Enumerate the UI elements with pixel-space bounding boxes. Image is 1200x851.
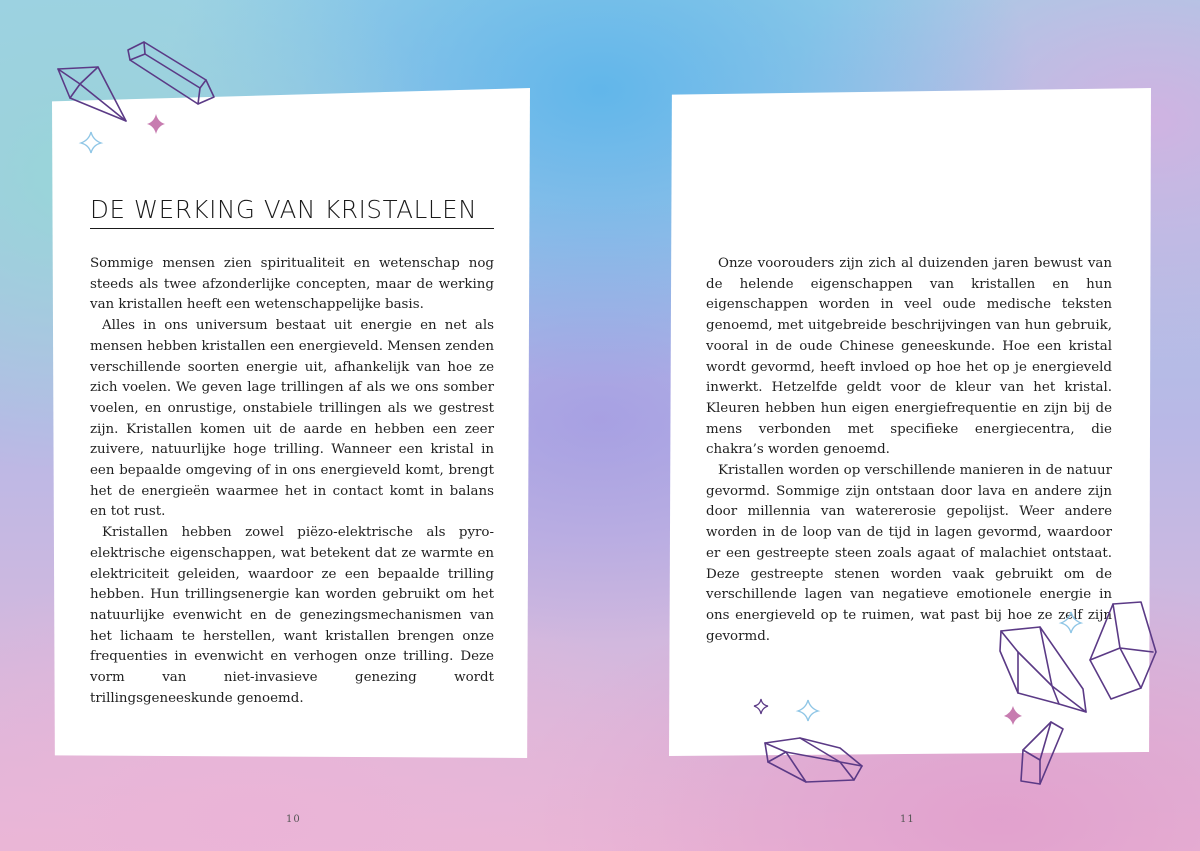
paragraph: Alles in ons universum bestaat uit energie en net als mensen hebben kristallen een energieveld. Mensen zenden verschillende soorten energie uit, afhankelijk van hoe ze zich voelen. We geven lage trillingen af als we ons somber voelen, en onrustige, onstabiele trillingen als we gestrest zijn. Kristallen komen uit de aarde en hebben een zeer zuivere, natuurlijke hoge trilling. Wanneer een kristal in een bepaalde omgeving of in ons energieveld komt, brengt het de energieën waarmee het in contact komt in balans en tot rust. <box>90 318 494 520</box>
crystal-icon <box>128 42 214 104</box>
title-underline <box>90 196 494 229</box>
page-number-right: 11 <box>900 814 915 825</box>
left-body-text <box>90 254 494 709</box>
page-title: DE WERKING VAN KRISTALLEN <box>90 195 478 224</box>
paragraph: Sommige mensen zien spiritualiteit en wetenschap nog steeds als twee afzonderlijke concepten, maar de werking van kristallen heeft een wetenschappelijke basis. <box>90 256 494 313</box>
paragraph: Onze voorouders zijn zich al duizenden jaren bewust van de helende eigenschappen van kristallen en hun eigenschappen worden in veel oude medische teksten genoemd, met uitgebreide beschrijvingen van hun gebruik, vooral in de oude Chinese geneeskunde. Hoe een kristal wordt gevormd, heeft invloed op hoe het op je energieveld inwerkt. Hetzelfde geldt voor de kleur van het kristal. Kleuren hebben hun eigen energiefrequentie en zijn bij de mens verbonden met specifieke energiecentra, die chakra’s worden genoemd. <box>706 256 1112 458</box>
page-number-left: 10 <box>286 814 301 825</box>
right-body-text <box>706 254 1112 647</box>
paragraph: Kristallen worden op verschillende manieren in de natuur gevormd. Sommige zijn ontstaan door lava en andere zijn door millennia van watererosie gepolijst. Weer andere worden in de loop van de tijd in lagen gevormd, waardoor er een gestreepte steen zoals agaat of malachiet ontstaat. Deze gestreepte stenen worden vaak gebruikt om de verschillende lagen van negatieve emotionele energie in ons energieveld op te ruimen, wat past bij hoe ze zelf zijn gevormd. <box>706 463 1112 644</box>
paragraph: Kristallen hebben zowel piëzo-elektrische als pyro-elektrische eigenschappen, wat betekent dat ze warmte en elektriciteit geleiden, waardoor ze een bepaalde trilling hebben. Hun trillingsenergie kan worden gebruikt om het natuurlijke evenwicht en de genezingsmechanismen van het lichaam te herstellen, want kristallen brengen onze frequenties in evenwicht en verhogen onze trilling. Deze vorm van niet-invasieve genezing wordt trillingsgeneeskunde genoemd. <box>90 525 494 706</box>
